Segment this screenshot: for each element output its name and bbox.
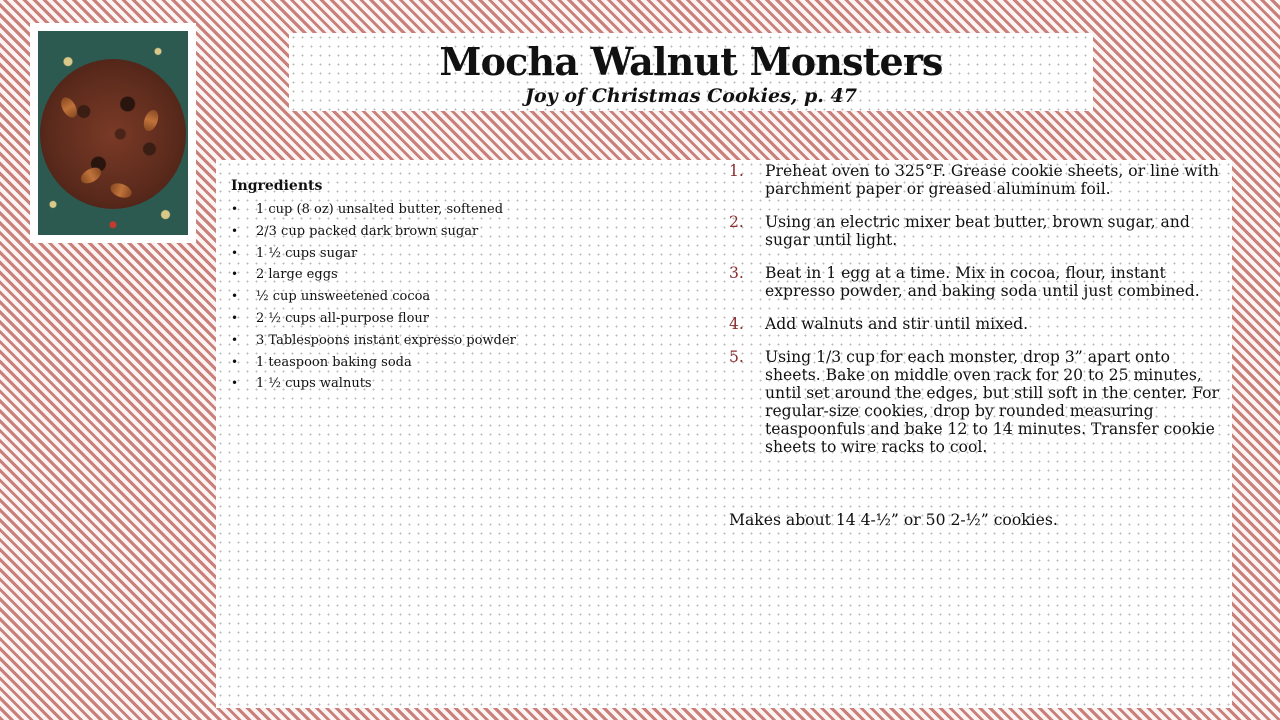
recipe-content: [216, 160, 1232, 708]
recipe-yield: Makes about 14 4-½” or 50 2-½” cookies.: [729, 511, 1058, 529]
step-number: 1.: [729, 162, 744, 180]
step-text: Preheat oven to 325°F. Grease cookie sheets, or line with parchment paper or greased aluminum foil.: [765, 162, 1219, 198]
step-number: 5.: [729, 348, 744, 366]
step-text: Using an electric mixer beat butter, brown sugar, and sugar until light.: [765, 213, 1190, 249]
ingredient-item: • 1 cup (8 oz) unsalted butter, softened: [231, 199, 711, 221]
instruction-step: [729, 315, 1224, 333]
ingredient-item: • 2 ½ cups all-purpose flour: [231, 308, 711, 330]
recipe-source: Joy of Christmas Cookies, p. 47: [525, 85, 857, 107]
cookie-photo: [38, 31, 188, 235]
ingredients-list: [231, 199, 711, 395]
ingredient-item: • 2 large eggs: [231, 264, 711, 286]
ingredient-item: • 2/3 cup packed dark brown sugar: [231, 221, 711, 243]
cookie-photo-frame: [30, 23, 196, 243]
ingredients-section: [231, 176, 711, 395]
recipe-title: Mocha Walnut Monsters: [439, 39, 943, 84]
ingredients-heading: Ingredients: [231, 178, 323, 194]
instruction-step: [729, 264, 1224, 300]
step-number: 4.: [729, 315, 744, 333]
ingredient-item: • 1 teaspoon baking soda: [231, 352, 711, 374]
instructions-list: [729, 162, 1224, 471]
step-number: 2.: [729, 213, 744, 231]
step-number: 3.: [729, 264, 744, 282]
ingredient-item: • 1 ½ cups sugar: [231, 243, 711, 265]
ingredient-item: • 1 ½ cups walnuts: [231, 373, 711, 395]
step-text: Beat in 1 egg at a time. Mix in cocoa, flour, instant expresso powder, and baking soda until just combined.: [765, 264, 1200, 300]
step-text: Using 1/3 cup for each monster, drop 3” apart onto sheets. Bake on middle oven rack for 20 to 25 minutes, until set around the edges, but still soft in the center. For regular-size cookies, drop by rounded measuring teaspoonfuls and bake 12 to 14 minutes. Transfer cookie sheets to wire racks to cool.: [765, 348, 1219, 456]
ingredient-item: • ½ cup unsweetened cocoa: [231, 286, 711, 308]
title-box: [289, 33, 1093, 111]
instruction-step: [729, 213, 1224, 249]
cookie-illustration: [40, 59, 186, 209]
ingredient-item: • 3 Tablespoons instant expresso powder: [231, 330, 711, 352]
instruction-step: [729, 162, 1224, 198]
step-text: Add walnuts and stir until mixed.: [765, 315, 1029, 333]
instruction-step: [729, 348, 1224, 456]
